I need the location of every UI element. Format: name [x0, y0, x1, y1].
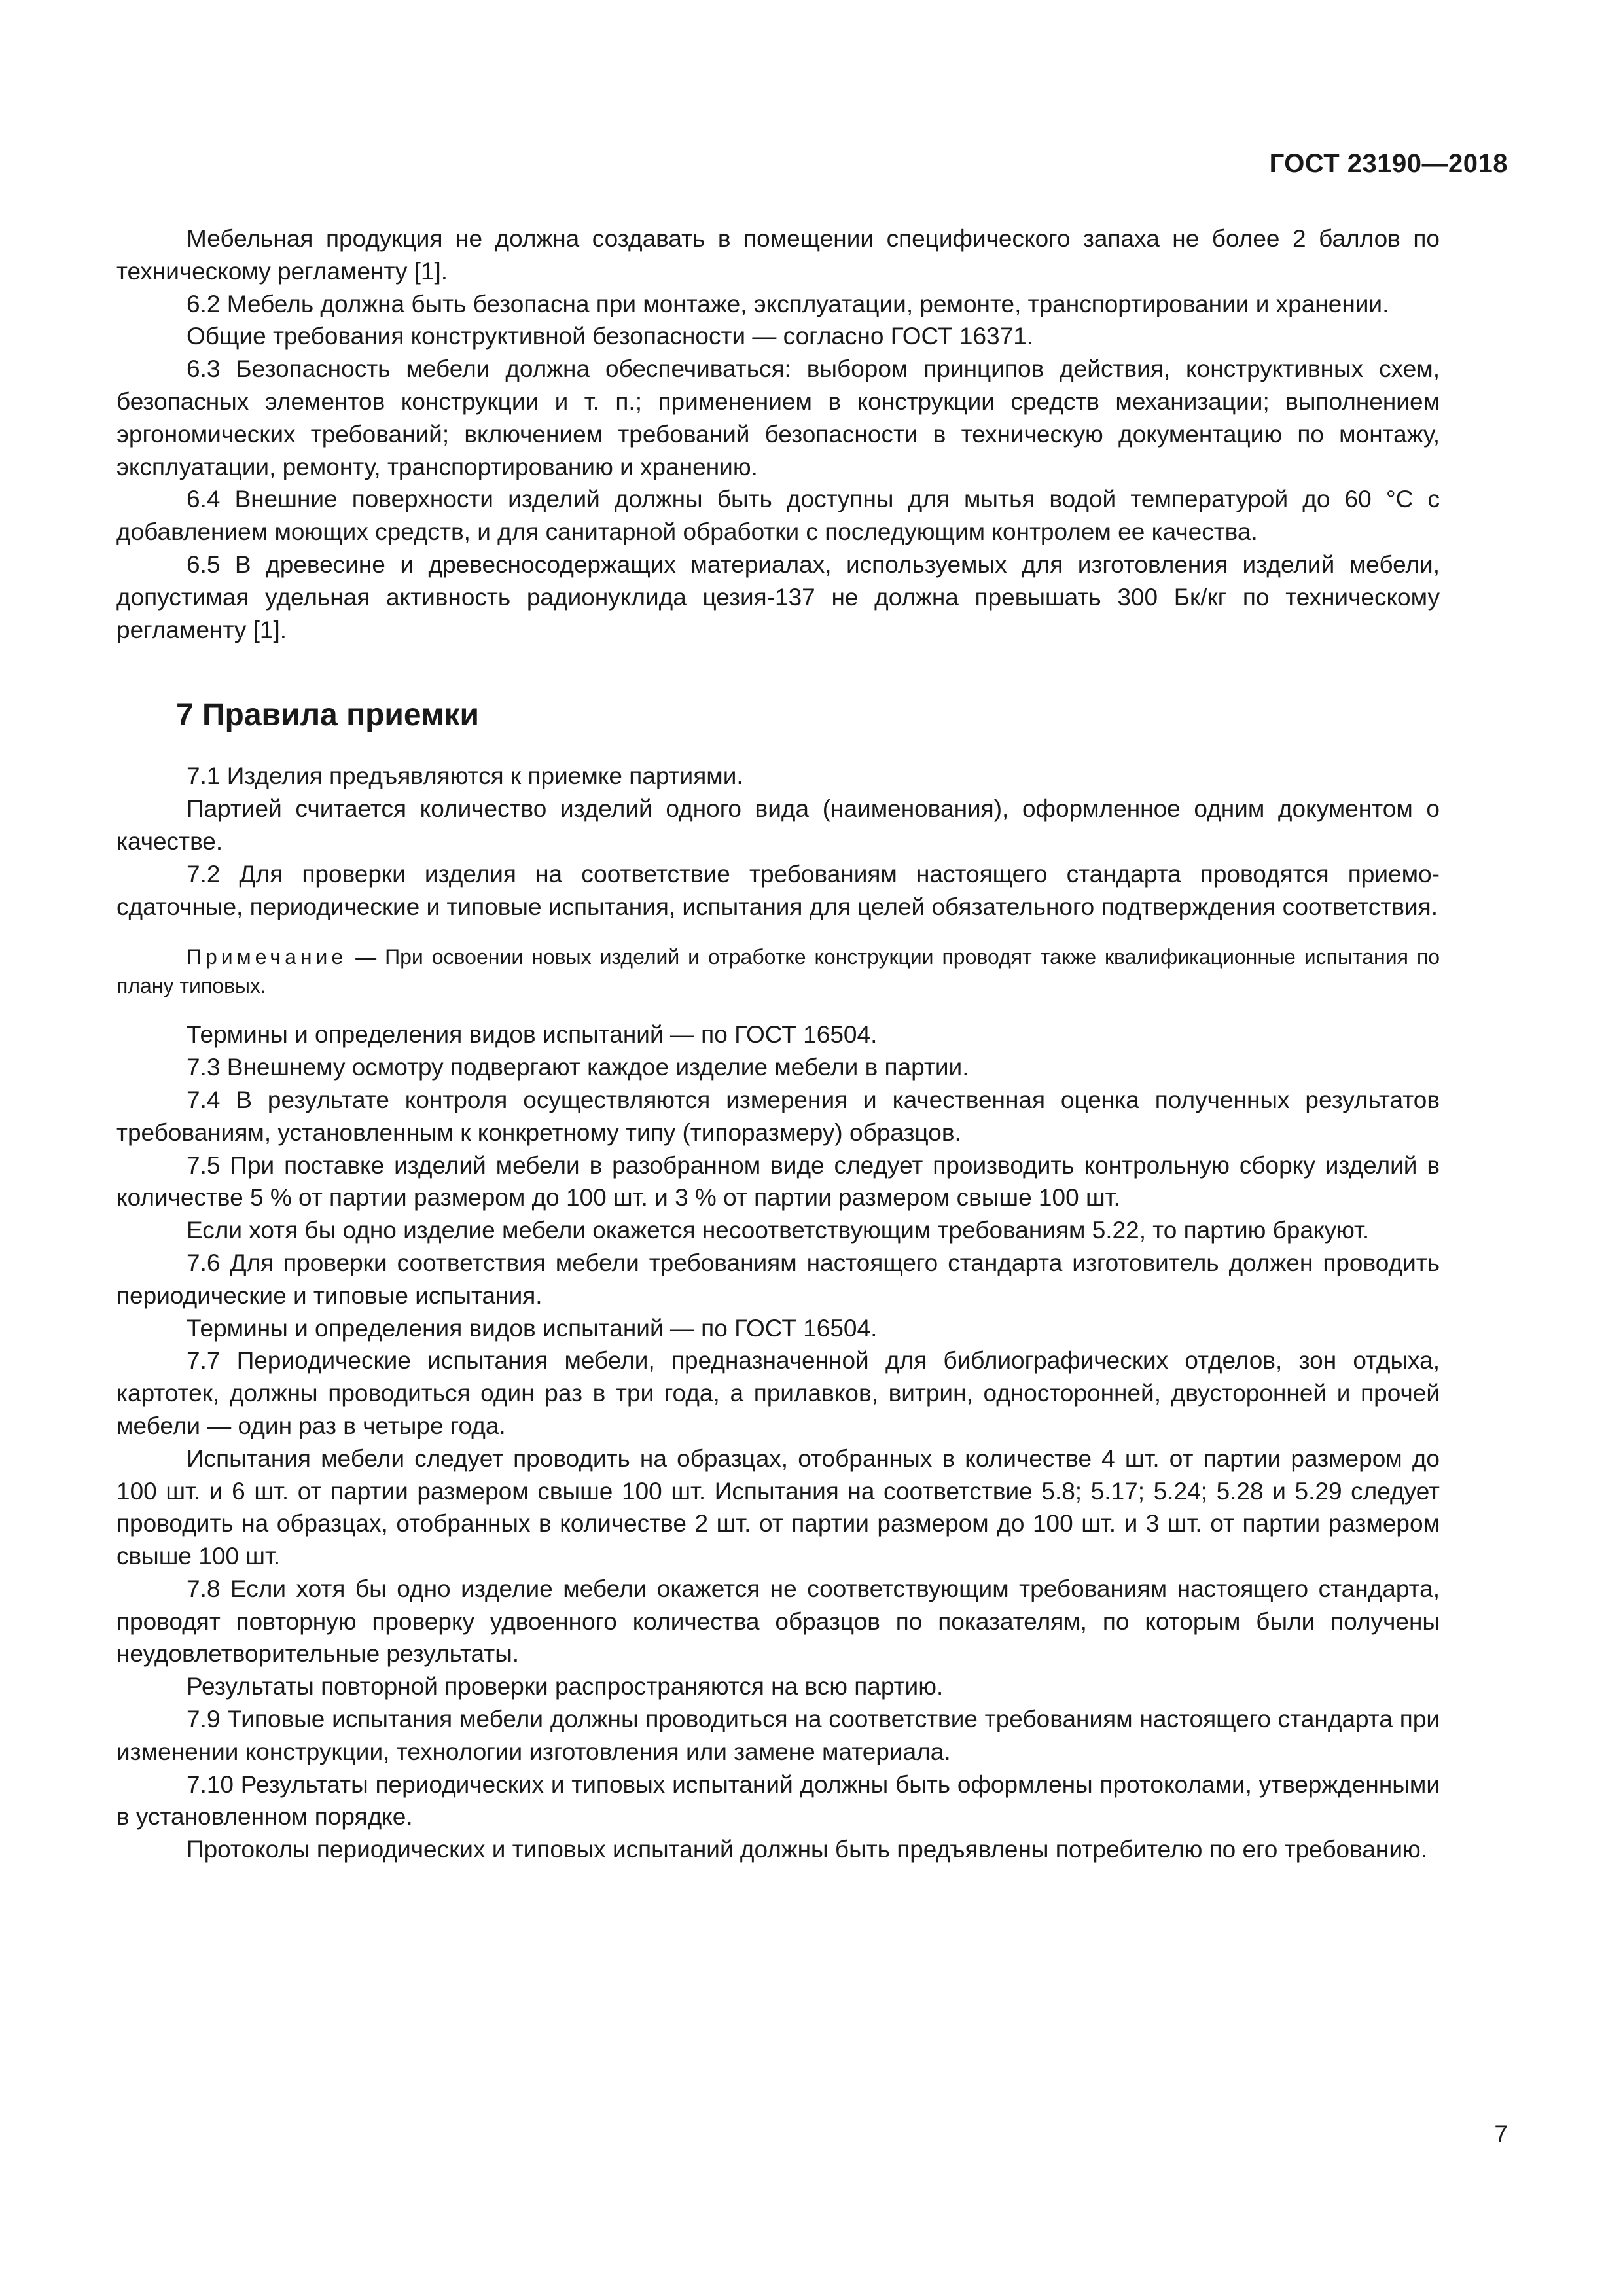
paragraph: Общие требования конструктивной безопасности — согласно ГОСТ 16371.	[187, 323, 1034, 350]
paragraph: 7.8 Если хотя бы одно изделие мебели окажется не соответствующим требованиям настоящего стандарта, проводят повторную проверку удвоенного количества образцов по показателям, по которым были получены неудовлетворительные результаты.	[116, 1575, 1440, 1668]
paragraph: 7.1 Изделия предъявляются к приемке партиями.	[187, 762, 743, 790]
document-body	[116, 223, 1440, 1866]
note-label: Примечание	[187, 945, 348, 969]
paragraph: 6.4 Внешние поверхности изделий должны быть доступны для мытья водой температурой до 60 °С с добавлением моющих средств, и для санитарной обработки с последующим контролем ее качества.	[116, 486, 1440, 546]
note	[116, 942, 1440, 1000]
document-code: ГОСТ 23190—2018	[1269, 149, 1508, 178]
paragraph: 7.9 Типовые испытания мебели должны проводиться на соответствие требованиям настоящего стандарта при изменении конструкции, технологии изготовления или замене материала.	[116, 1706, 1440, 1765]
note-dash: —	[347, 945, 385, 969]
paragraph: 7.4 В результате контроля осуществляются измерения и качественная оценка полученных результатов требованиям, установленным к конкретному типу (типоразмеру) образцов.	[116, 1086, 1440, 1146]
paragraph: 6.2 Мебель должна быть безопасна при монтаже, эксплуатации, ремонте, транспортировании и хранении.	[187, 290, 1389, 317]
paragraph: 7.7 Периодические испытания мебели, предназначенной для библиографических отделов, зон отдыха, картотек, должны проводиться один раз в три года, а прилавков, витрин, односторонней, двусторонней и прочей мебели — один раз в четыре года.	[116, 1347, 1440, 1439]
paragraph: Мебельная продукция не должна создавать в помещении специфического запаха не более 2 баллов по техническому регламенту [1].	[116, 225, 1440, 285]
paragraph: 7.6 Для проверки соответствия мебели требованиям настоящего стандарта изготовитель должен проводить периодические и типовые испытания.	[116, 1249, 1440, 1309]
paragraph: 7.5 При поставке изделий мебели в разобранном виде следует производить контрольную сборку изделий в количестве 5 % от партии размером до 100 шт. и 3 % от партии размером свыше 100 шт.	[116, 1151, 1440, 1211]
note-text: При освоении новых изделий и отработке конструкции проводят также квалификационные испытания по плану типовых.	[116, 945, 1440, 998]
paragraph: Испытания мебели следует проводить на образцах, отобранных в количестве 4 шт. от партии размером до 100 шт. и 6 шт. от партии размером свыше 100 шт. Испытания на соответствие 5.8; 5.17; 5.24; 5.28 и 5.29 следует проводить на образцах, отобранных в количестве 2 шт. от партии размером до 100 шт. и 3 шт. от партии размером свыше 100 шт.	[116, 1444, 1440, 1570]
section-title: 7 Правила приемки	[176, 698, 480, 733]
paragraph: Термины и определения видов испытаний — по ГОСТ 16504.	[187, 1314, 878, 1342]
page-number: 7	[1494, 2121, 1508, 2147]
paragraph: 7.3 Внешнему осмотру подвергают каждое изделие мебели в партии.	[187, 1054, 969, 1081]
paragraph: Результаты повторной проверки распространяются на всю партию.	[187, 1673, 944, 1700]
paragraph: 7.2 Для проверки изделия на соответствие требованиям настоящего стандарта проводятся приемо-сдаточные, периодические и типовые испытания, испытания для целей обязательного подтверждения соответствия.	[116, 860, 1440, 920]
paragraph: Если хотя бы одно изделие мебели окажется несоответствующим требованиям 5.22, то партию бракуют.	[187, 1217, 1370, 1244]
paragraph: Протоколы периодических и типовых испытаний должны быть предъявлены потребителю по его требованию.	[187, 1836, 1428, 1863]
paragraph: 6.5 В древесине и древесносодержащих материалах, используемых для изготовления изделий мебели, допустимая удельная активность радионуклида цезия-137 не должна превышать 300 Бк/кг по техническому регламенту [1].	[116, 550, 1440, 643]
paragraph: 7.10 Результаты периодических и типовых испытаний должны быть оформлены протоколами, утвержденными в установленном порядке.	[116, 1770, 1440, 1831]
paragraph: 6.3 Безопасность мебели должна обеспечиваться: выбором принципов действия, конструктивных схем, безопасных элементов конструкции и т. п.; применением в конструкции средств механизации; выполнением эргономических требований; включением требований безопасности в техническую документацию по монтажу, эксплуатации, ремонту, транспортированию и хранению.	[116, 355, 1440, 480]
paragraph: Партией считается количество изделий одного вида (наименования), оформленное одним документом о качестве.	[116, 795, 1440, 855]
paragraph: Термины и определения видов испытаний — по ГОСТ 16504.	[187, 1021, 878, 1049]
